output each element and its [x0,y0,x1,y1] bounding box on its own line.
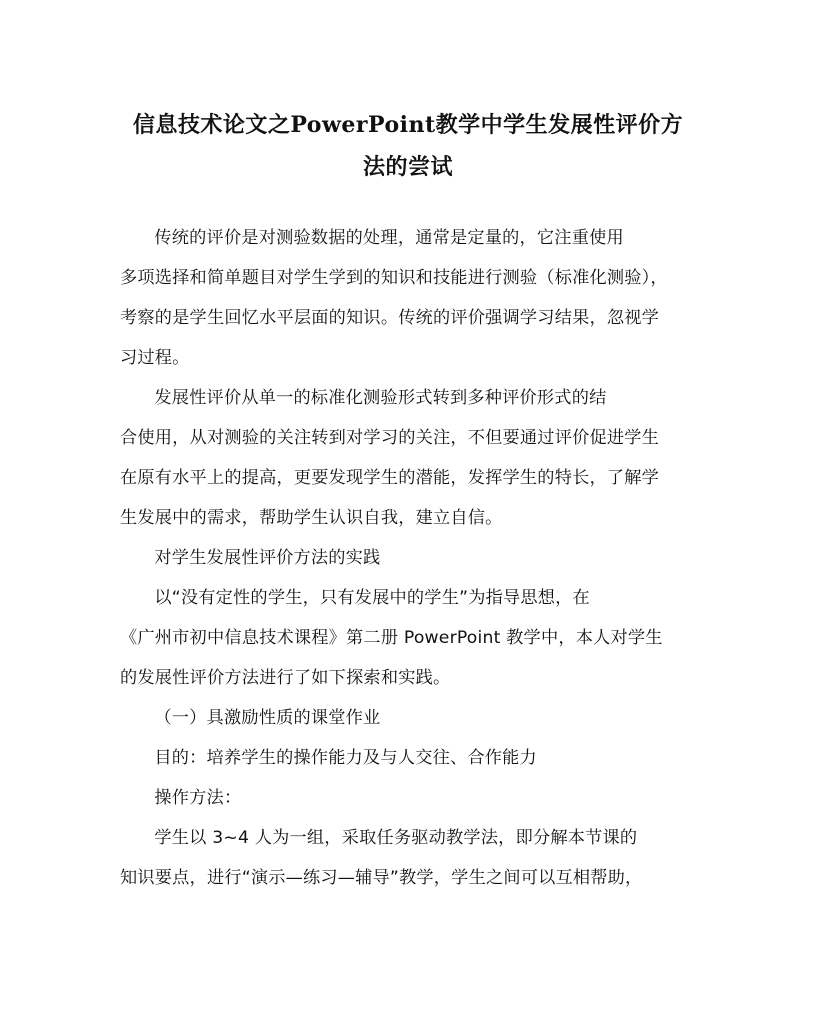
text-line: 发展性评价从单一的标准化测验形式转到多种评价形式的结 [154,388,607,408]
text-line: 的发展性评价方法进行了如下探索和实践。 [120,668,451,688]
text-line: 习过程。 [120,348,190,368]
paragraph-guiding-idea [120,578,697,698]
title-line: 法的尝试 [362,154,453,180]
text-line: 生发展中的需求，帮助学生认识自我，建立自信。 [120,508,503,528]
text-line: 考察的是学生回忆水平层面的知识。传统的评价强调学习结果，忽视学 [120,308,660,328]
title-line: 信息技术论文之PowerPoint教学中学生发展性评价方 [132,112,684,138]
text-line: 对学生发展性评价方法的实践 [154,548,381,568]
document-title [118,104,698,188]
text-line: 在原有水平上的提高，更要发现学生的潜能，发挥学生的特长，了解学 [120,468,660,488]
text-line: 《广州市初中信息技术课程》第二册 PowerPoint 教学中，本人对学生 [120,628,663,648]
text-line: 操作方法： [154,788,242,808]
paragraph-traditional-evaluation [120,218,697,378]
paragraph-method-label [120,778,697,818]
text-line: 合使用，从对测验的关注转到对学习的关注，不但要通过评价促进学生 [120,428,660,448]
text-line: 以“没有定性的学生，只有发展中的学生”为指导思想，在 [154,588,590,608]
paragraph-developmental-evaluation [120,378,697,538]
paragraph-method-detail [120,818,697,898]
subheading-classwork [120,698,697,738]
text-line: 多项选择和简单题目对学生学到的知识和技能进行测验（标准化测验）， [120,268,668,288]
section-heading-practice [120,538,697,578]
document-body [120,218,697,898]
text-line: 传统的评价是对测验数据的处理，通常是定量的，它注重使用 [154,228,624,248]
text-line: 知识要点，进行“演示—练习—辅导”教学，学生之间可以互相帮助， [120,868,643,888]
text-line: 学生以 3~4 人为一组，采取任务驱动教学法，即分解本节课的 [154,828,638,848]
paragraph-purpose [120,738,697,778]
text-line: （一）具激励性质的课堂作业 [154,708,381,728]
text-line: 目的：培养学生的操作能力及与人交往、合作能力 [154,748,537,768]
